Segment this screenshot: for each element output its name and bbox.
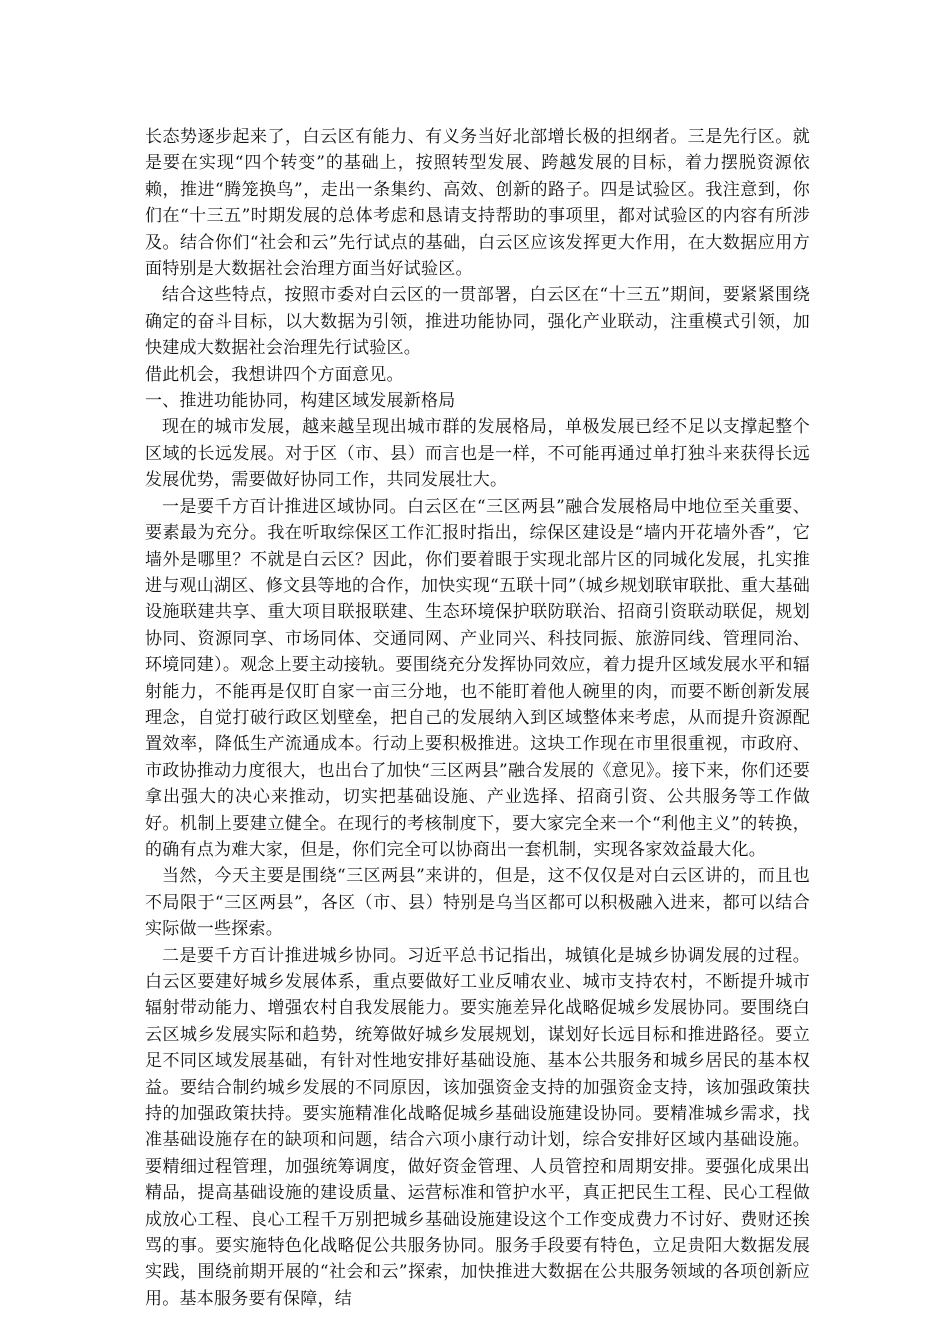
paragraph-5: 一是要千方百计推进区域协同。白云区在“三区两县”融合发展格局中地位至关重要、要素最为充分。我在听取综保区工作汇报时指出，综保区建设是“墙内开花墙外香”，它墙外是哪里？不就是白云区？因此，你们要着眼于实现北部片区的同城化发展，扎实推进与观山湖区、修文县等地的合作，加快实现“五联十同”（城乡规划联审联批、重大基础设施联建共享、重大项目联报联建、生态环境保护联防联治、招商引资联动联促，规划协同、资源同享、市场同体、交通同网、产业同兴、科技同振、旅游同线、管理同治、环境同建）。观念上要主动接轨。要围绕充分发挥协同效应，着力提升区域发展水平和辐射能力，不能再是仅盯自家一亩三分地，也不能盯着他人碗里的肉，而要不断创新发展理念，自觉打破行政区划壁垒，把自己的发展纳入到区域整体来考虑，从而提升资源配置效率，降低生产流通成本。行动上要积极推进。这块工作现在市里很重视，市政府、市政协推动力度很大，也出台了加快“三区两县”融合发展的《意见》。接下来，你们还要拿出强大的决心来推动，切实把基础设施、产业选择、招商引资、公共服务等工作做好。机制上要建立健全。在现行的考核制度下，要大家完全来一个“利他主义”的转换，的确有点为难大家，但是，你们完全可以协商出一套机制，实现各家效益最大化。 [145,496,810,860]
document-body [145,124,810,1312]
paragraph-2: 结合这些特点，按照市委对白云区的一贯部署，白云区在“十三五”期间，要紧紧围绕确定的奋斗目标，以大数据为引领，推进功能协同，强化产业联动，注重模式引领，加快建成大数据社会治理先行试验区。 [145,285,810,359]
paragraph-7: 二是要千方百计推进城乡协同。习近平总书记指出，城镇化是城乡协调发展的过程。白云区要建好城乡发展体系，重点要做好工业反哺农业、城市支持农村，不断提升城市辐射带动能力、增强农村自我发展能力。要实施差异化战略促城乡发展协同。要围绕白云区城乡发展实际和趋势，统筹做好城乡发展规划，谋划好长远目标和推进路径。要立足不同区域发展基础，有针对性地安排好基础设施、基本公共服务和城乡居民的基本权益。要结合制约城乡发展的不同原因，该加强资金支持的加强资金支持，该加强政策扶持的加强政策扶持。要实施精准化战略促城乡基础设施建设协同。要精准城乡需求，找准基础设施存在的缺项和问题，结合六项小康行动计划，综合安排好区域内基础设施。要精细过程管理，加强统筹调度，做好资金管理、人员管控和周期安排。要强化成果出精品，提高基础设施的建设质量、运营标准和管护水平，真正把民生工程、民心工程做成放心工程、良心工程千万别把城乡基础设施建设这个工作变成费力不讨好、费财还挨骂的事。要实施特色化战略促公共服务协同。服务手段要有特色，立足贵阳大数据发展实践，围绕前期开展的“社会和云”探索，加快推进大数据在公共服务领域的各项创新应用。基本服务要有保障，结 [145,945,810,1309]
paragraph-3: 借此机会，我想讲四个方面意见。 [145,364,404,385]
paragraph-1: 长态势逐步起来了，白云区有能力、有义务当好北部增长极的担纲者。三是先行区。就是要在实现“四个转变”的基础上，按照转型发展、跨越发展的目标，着力摆脱资源依赖，推进“腾笼换鸟”，走出一条集约、高效、创新的路子。四是试验区。我注意到，你们在“十三五”时期发展的总体考虑和恳请支持帮助的事项里，都对试验区的内容有所涉及。结合你们“社会和云”先行试点的基础，白云区应该发挥更大作用，在大数据应用方面特别是大数据社会治理方面当好试验区。 [145,127,810,280]
paragraph-6: 当然，今天主要是围绕“三区两县”来讲的，但是，这不仅仅是对白云区讲的，而且也不局限于“三区两县”，各区（市、县）特别是乌当区都可以积极融入进来，都可以结合实际做一些探索。 [145,866,810,940]
section-heading-1: 一、推进功能协同，构建区域发展新格局 [145,391,456,412]
paragraph-4: 现在的城市发展，越来越呈现出城市群的发展格局，单极发展已经不足以支撑起整个区域的长远发展。对于区（市、县）而言也是一样，不可能再通过单打独斗来获得长远发展优势，需要做好协同工作，共同发展壮大。 [145,417,810,491]
